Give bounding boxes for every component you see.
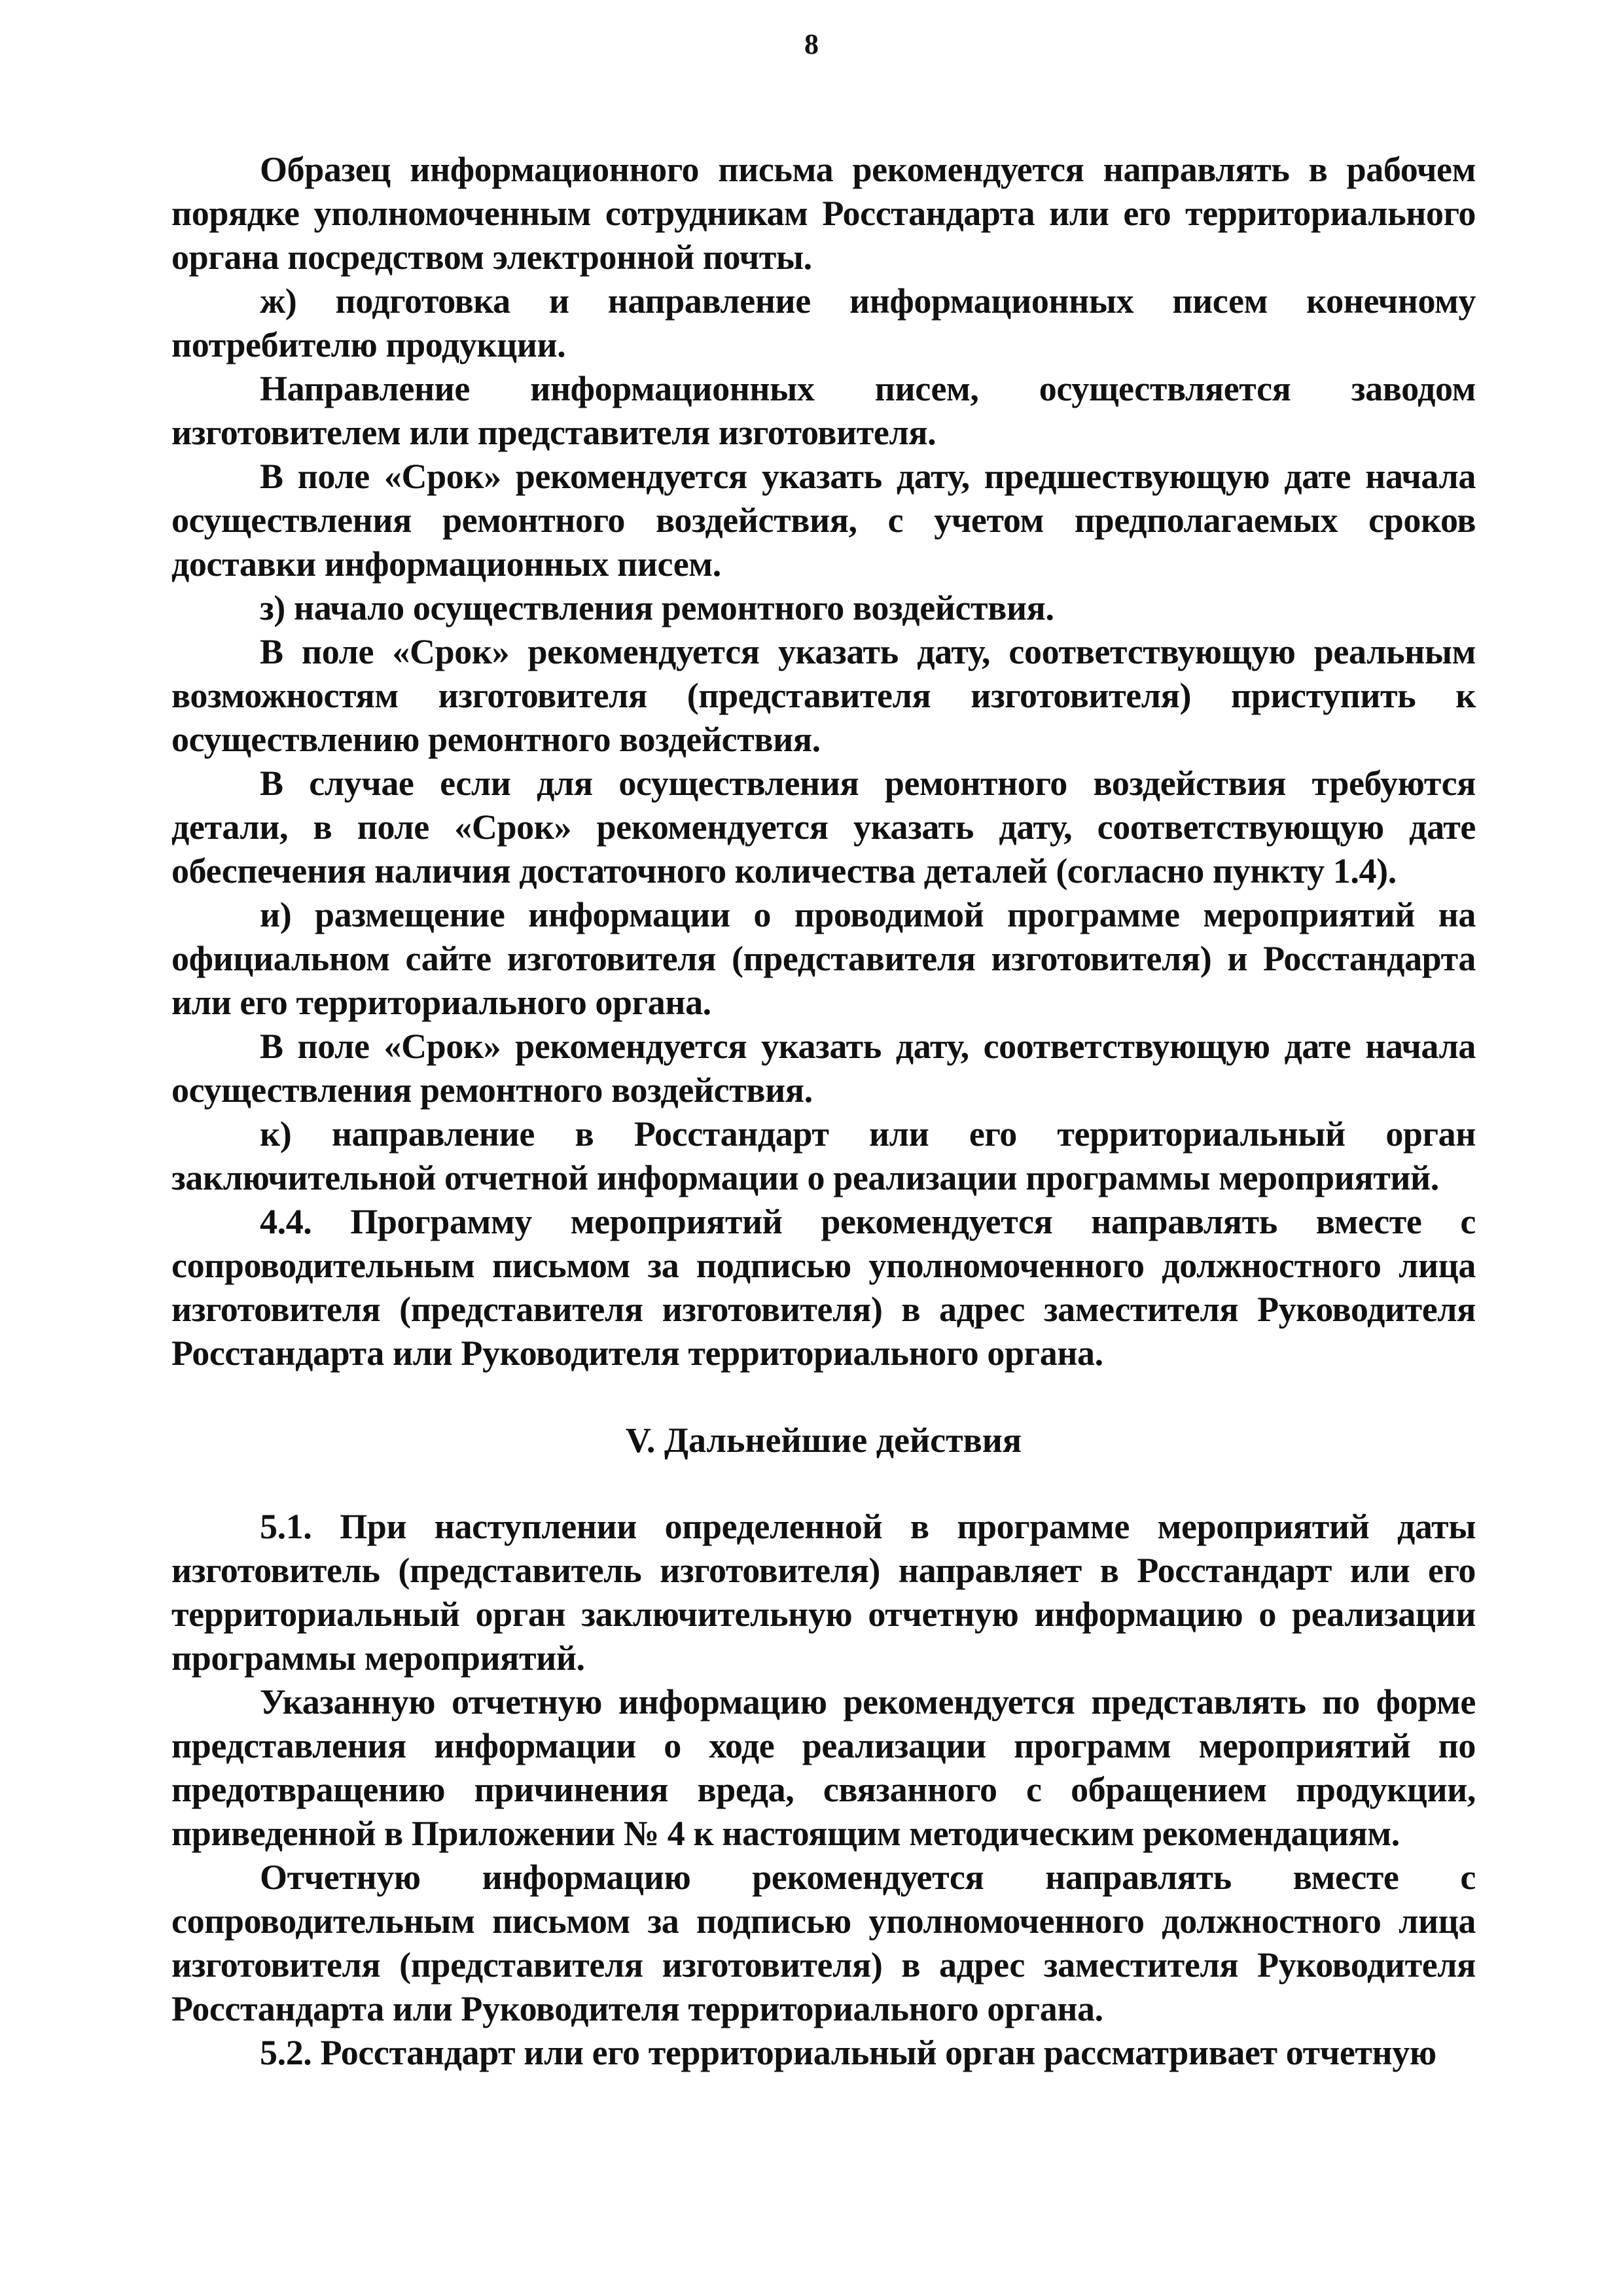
- document-body: [171, 148, 1476, 2075]
- paragraph: Образец информационного письма рекомендуется направлять в рабочем порядке уполномоченным сотрудникам Росстандарта или его территориального органа посредством электронной почты.: [171, 150, 1476, 277]
- paragraph: Указанную отчетную информацию рекомендуется представлять по форме представления информации о ходе реализации программ мероприятий по предотвращению причинения вреда, связанного с обращением продукции, приведенной в Приложении № 4 к настоящим методическим рекомендациям.: [171, 1682, 1476, 1853]
- paragraph: В поле «Срок» рекомендуется указать дату, предшествующую дате начала осуществления ремонтного воздействия, с учетом предполагаемых сроков доставки информационных писем.: [171, 457, 1476, 584]
- paragraph: з) начало осуществления ремонтного воздействия.: [260, 588, 1054, 627]
- paragraph: В поле «Срок» рекомендуется указать дату, соответствующую реальным возможностям изготовителя (представителя изготовителя) приступить к осуществлению ремонтного воздействия.: [171, 632, 1476, 759]
- page-number: 8: [804, 28, 819, 60]
- paragraph: и) размещение информации о проводимой программе мероприятий на официальном сайте изготовителя (представителя изготовителя) и Росстандарта или его территориального органа.: [171, 895, 1476, 1022]
- paragraph: к) направление в Росстандарт или его территориальный орган заключительной отчетной информации о реализации программы мероприятий.: [171, 1114, 1476, 1197]
- section-heading: V. Дальнейшие действия: [625, 1421, 1022, 1460]
- paragraph: В поле «Срок» рекомендуется указать дату, соответствующую дате начала осуществления ремонтного воздействия.: [171, 1027, 1476, 1110]
- paragraph: 5.2. Росстандарт или его территориальный орган рассматривает отчетную: [260, 2033, 1436, 2072]
- paragraph: 4.4. Программу мероприятий рекомендуется направлять вместе с сопроводительным письмом за подписью уполномоченного должностного лица изготовителя (представителя изготовителя) в адрес заместителя Руководителя Росстандарта или Руководителя территориального органа.: [171, 1202, 1476, 1373]
- paragraph: Отчетную информацию рекомендуется направлять вместе с сопроводительным письмом за подписью уполномоченного должностного лица изготовителя (представителя изготовителя) в адрес заместителя Руководителя Росстандарта или Руководителя территориального органа.: [171, 1858, 1476, 2028]
- paragraph: 5.1. При наступлении определенной в программе мероприятий даты изготовитель (представитель изготовителя) направляет в Росстандарт или его территориальный орган заключительную отчетную информацию о реализации программы мероприятий.: [171, 1507, 1476, 1678]
- paragraph: Направление информационных писем, осуществляется заводом изготовителем или представителя изготовителя.: [171, 369, 1476, 452]
- paragraph: В случае если для осуществления ремонтного воздействия требуются детали, в поле «Срок» рекомендуется указать дату, соответствующую дате обеспечения наличия достаточного количества деталей (согласно пункту 1.4).: [171, 764, 1476, 891]
- paragraph: ж) подготовка и направление информационных писем конечному потребителю продукции.: [171, 281, 1476, 364]
